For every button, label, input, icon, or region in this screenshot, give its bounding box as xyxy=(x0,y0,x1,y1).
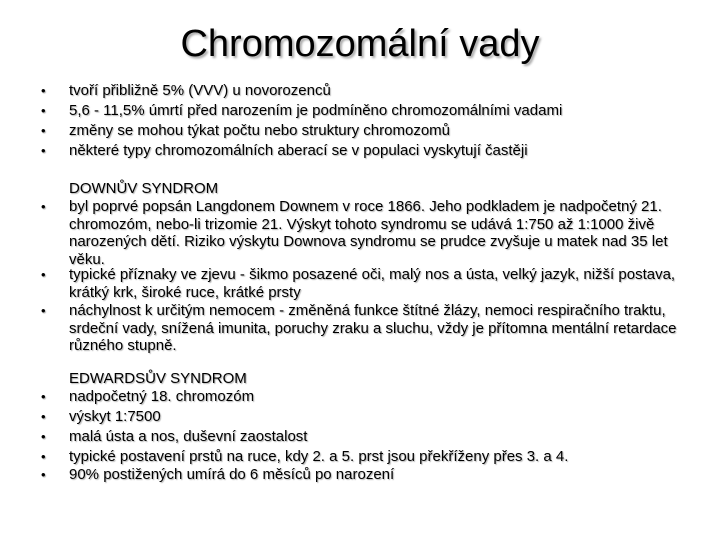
bullet-marker: • xyxy=(41,389,46,404)
edwards-item: výskyt 1:7500 xyxy=(69,408,161,425)
bullet-marker: • xyxy=(41,303,46,318)
down-item: typické příznaky ve zjevu - šikmo posazené oči, malý nos a ústa, velký jazyk, nižší postava, krátký krk, široké ruce, krátké prsty xyxy=(69,266,676,301)
bullet-marker: • xyxy=(41,409,46,424)
down-item: náchylnost k určitým nemocem - změněná funkce štítné žlázy, nemoci respiračního traktu, srdeční vady, snížená imunita, poruchy zraku a sluchu, vždy je přítomna mentální retardace různého stupně. xyxy=(69,302,677,354)
section-heading-down: DOWNŮV SYNDROM xyxy=(69,180,219,197)
bullet-marker: • xyxy=(41,449,46,464)
bullet-marker: • xyxy=(41,103,46,118)
edwards-item: nadpočetný 18. chromozóm xyxy=(69,388,255,405)
edwards-item: typické postavení prstů na ruce, kdy 2. a 5. prst jsou překříženy přes 3. a 4. xyxy=(69,448,569,465)
edwards-item: 90% postižených umírá do 6 měsíců po narození xyxy=(69,466,395,483)
bullet-marker: • xyxy=(41,267,46,282)
intro-item: tvoří přibližně 5% (VVV) u novorozenců xyxy=(69,82,331,99)
bullet-marker: • xyxy=(41,83,46,98)
down-item: byl poprvé popsán Langdonem Downem v roce 1866. Jeho podkladem je nadpočetný 21. chromozóm, nebo-li trizomie 21. Výskyt tohoto syndromu se udává 1:750 až 1:1000 živě narozených dětí. Riziko výskytu Downova syndromu se prudce zvyšuje u matek nad 35 let věku. xyxy=(69,198,668,268)
bullet-marker: • xyxy=(41,467,46,482)
bullet-marker: • xyxy=(41,143,46,158)
bullet-marker: • xyxy=(41,429,46,444)
bullet-marker: • xyxy=(41,123,46,138)
intro-item: 5,6 - 11,5% úmrtí před narozením je podmíněno chromozomálními vadami xyxy=(69,102,563,119)
intro-item: některé typy chromozomálních aberací se v populaci vyskytují častěji xyxy=(69,142,528,159)
section-heading-edwards: EDWARDSŮV SYNDROM xyxy=(69,370,247,387)
intro-item: změny se mohou týkat počtu nebo struktury chromozomů xyxy=(69,122,451,139)
bullet-marker: • xyxy=(41,199,46,214)
page-title: Chromozomální vady xyxy=(180,23,540,65)
edwards-item: malá ústa a nos, duševní zaostalost xyxy=(69,428,308,445)
